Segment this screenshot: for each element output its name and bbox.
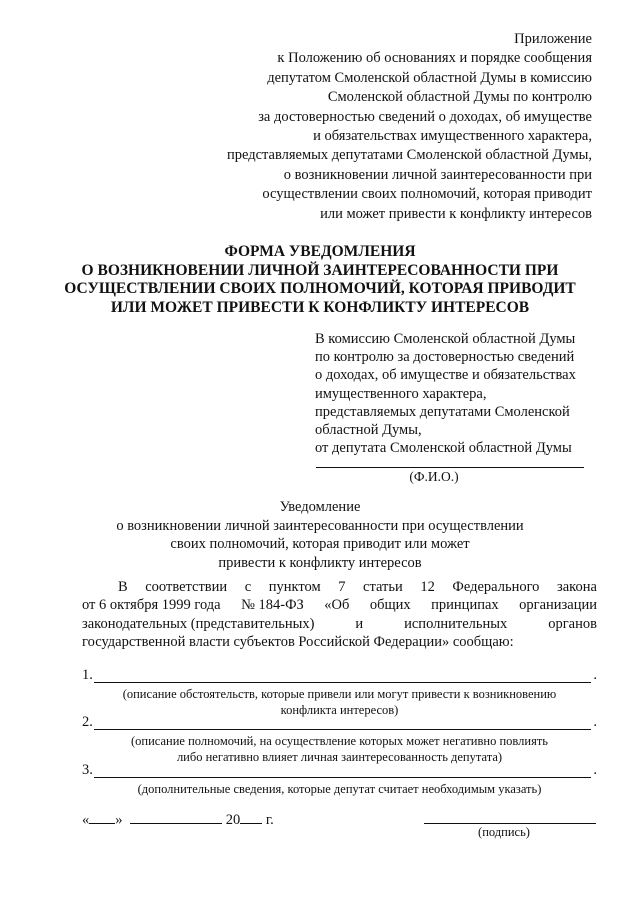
body-word: 7 [338,579,346,595]
appendix-line: за достоверностью сведений о доходах, об имуществе [258,108,592,125]
appendix-line: к Положению об основаниях и порядке сообщения [277,50,592,67]
year-suffix: г. [265,812,274,828]
body-word: соответствии [145,579,228,595]
addressee-line: областной Думы, [315,422,422,439]
body-word: принципах [431,597,499,614]
appendix-line: депутатом Смоленской областной Думы в комиссию [267,69,592,86]
body-paragraph [82,578,597,651]
item-2-fill-line[interactable] [94,729,591,730]
body-word: и [355,615,364,632]
item-end-dot: . [593,762,597,778]
caption-line: (описание полномочий, на осуществление которых может негативно повлиять [131,734,548,748]
appendix-line: и обязательствах имущественного характера, [313,128,592,145]
notice-line: своих полномочий, которая приводит или может [170,536,470,552]
item-number: 2. [82,714,93,730]
appendix-line: Смоленской областной Думы по контролю [327,89,592,106]
body-word: органов [548,615,597,632]
addressee-line: представляемых депутатами Смоленской [315,403,570,420]
form-title-line: О ВОЗНИКНОВЕНИИ ЛИЧНОЙ ЗАИНТЕРЕСОВАННОСТИ ПРИ [81,261,559,279]
form-title-line: ОСУЩЕСТВЛЕНИИ СВОИХ ПОЛНОМОЧИЙ, КОТОРАЯ ПРИВОДИТ [64,280,576,297]
appendix-header [172,30,592,224]
caption-line: (описание обстоятельств, которые привели или могут привести к возникновению [122,687,557,701]
addressee-line: имущественного характера, [315,385,487,402]
body-word: от 6 октября 1999 года [82,597,221,614]
body-word: «Об [324,597,350,614]
fio-caption: (Ф.И.О.) [409,469,459,484]
body-word: Федерального [452,579,540,595]
caption-line: конфликта интересов) [280,702,399,717]
body-word: организации [519,597,597,614]
appendix-line: о возникновении личной заинтересованности при [283,166,592,183]
notice-heading [60,498,580,572]
year-prefix: 20 [225,812,241,828]
appendix-line: Приложение [514,31,592,47]
addressee-line: по контролю за достоверностью сведений [315,349,575,366]
signature-line[interactable] [424,823,596,824]
addressee-block [315,330,605,457]
notice-line: привести к конфликту интересов [218,554,422,571]
body-line-4: государственной власти субъектов Российской Федерации» сообщаю: [82,633,514,650]
form-title [60,243,580,317]
addressee-line: от депутата Смоленской областной Думы [315,440,572,457]
body-line-3 [82,615,597,633]
body-word: 12 [420,579,435,595]
appendix-line: представляемых депутатами Смоленской областной Думы, [226,147,592,164]
date-close-quote: » [115,812,123,828]
body-line-1 [82,578,597,596]
item-end-dot: . [593,714,597,730]
appendix-line: осуществлении своих полномочий, которая приводит [262,186,592,203]
notice-line: о возникновении личной заинтересованности при осуществлении [116,517,524,534]
addressee-line: о доходах, об имуществе и обязательствах [315,367,576,384]
body-word: с [244,579,252,595]
caption-line: (дополнительные сведения, которые депутат считает необходимым указать) [137,782,542,796]
date-open-quote: « [82,812,90,828]
item-number: 1. [82,667,93,683]
item-3-fill-line[interactable] [94,777,591,778]
body-word: законодательных (представительных) [82,615,315,632]
fio-field-line[interactable] [316,467,584,468]
item-1-caption [82,687,597,718]
appendix-line: или может привести к конфликту интересов [320,205,592,222]
body-word: исполнительных [404,615,508,632]
body-word: закона [556,579,597,595]
item-1-fill-line[interactable] [94,682,591,683]
date-field [82,811,274,829]
signature-caption: (подпись) [478,825,530,839]
item-3-caption [82,782,597,798]
form-title-line: ИЛИ МОЖЕТ ПРИВЕСТИ К КОНФЛИКТУ ИНТЕРЕСОВ [110,298,530,316]
notice-line: Уведомление [279,499,361,515]
item-number: 3. [82,762,93,778]
day-blank[interactable] [89,811,115,824]
body-word: общих [369,597,411,614]
addressee-line: В комиссию Смоленской областной Думы [315,331,576,347]
item-2-caption [82,734,597,765]
body-word: В [118,579,128,595]
body-word: статьи [363,579,403,595]
month-blank[interactable] [130,811,222,824]
body-line-2 [82,596,597,614]
form-title-line: ФОРМА УВЕДОМЛЕНИЯ [224,243,416,260]
caption-line: либо негативно влияет личная заинтересованность депутата) [176,749,503,764]
year-blank[interactable] [240,811,262,824]
item-end-dot: . [593,667,597,683]
body-word: № 184-ФЗ [241,597,304,614]
body-word: пунктом [268,579,321,595]
